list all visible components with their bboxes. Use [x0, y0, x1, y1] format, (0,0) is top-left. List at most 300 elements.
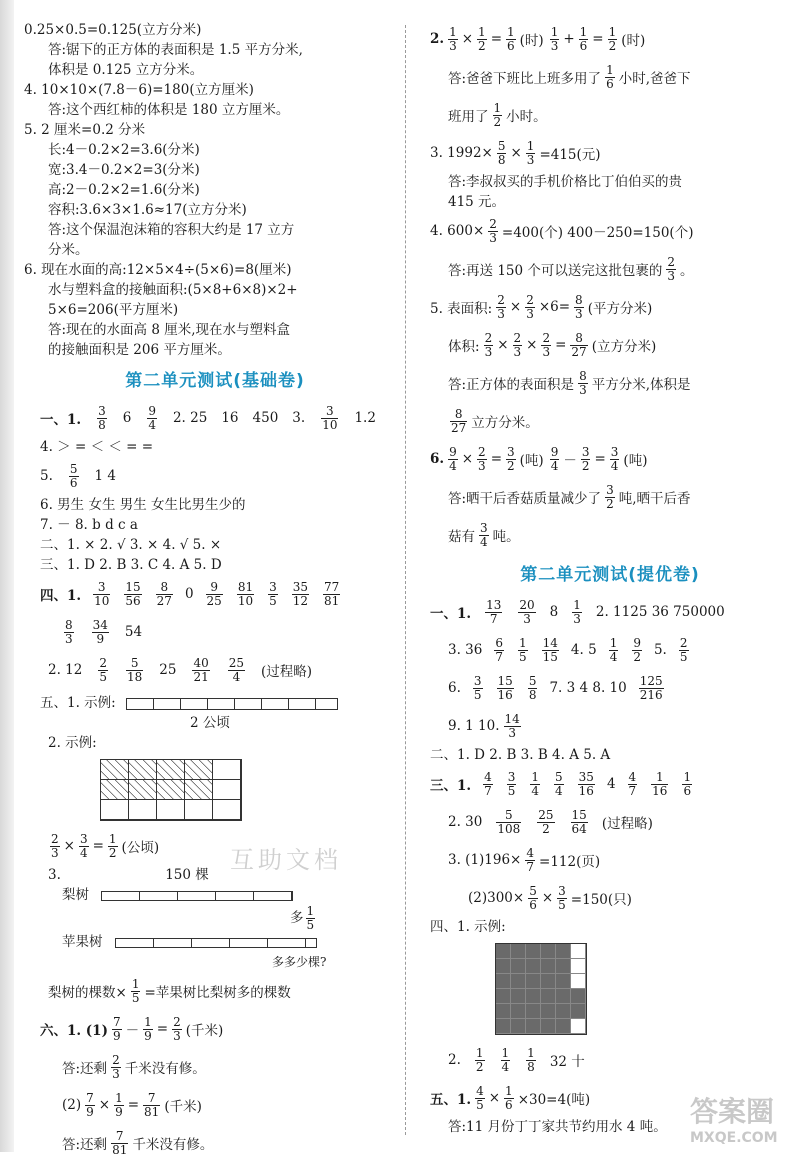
fraction [93, 581, 110, 608]
answer-line-wu [40, 693, 390, 713]
text: － [563, 453, 577, 469]
grid-cell [556, 959, 571, 974]
numerator: 5 [126, 657, 143, 671]
fraction [475, 1047, 485, 1074]
numerator: 9 [206, 581, 223, 595]
answer-line: 6. 现在水面的高:12×5×4÷(5×6)=8(厘米) [24, 262, 292, 278]
fraction [92, 619, 109, 646]
fraction [504, 713, 521, 740]
denominator: 216 [639, 687, 663, 702]
section-title-basic: 第二单元测试(基础卷) [125, 371, 305, 391]
grid-cell [496, 944, 511, 959]
denominator: 15 [542, 649, 558, 664]
denominator: 5 [269, 593, 277, 608]
denominator: 2 [608, 38, 617, 53]
text: =苹果树比梨树多的棵数 [144, 985, 291, 1001]
numerator: 8 [65, 617, 73, 632]
fraction [450, 408, 467, 435]
numerator: 1 [609, 635, 618, 650]
denominator: 3 [51, 845, 59, 860]
denominator: 8 [528, 687, 537, 702]
text: ×30=4(吨) [517, 1092, 591, 1108]
answer-row-y3 [430, 631, 790, 669]
grid-cell [526, 959, 541, 974]
numerator: 6 [495, 635, 503, 650]
fraction [550, 26, 560, 53]
fraction [526, 140, 536, 167]
denominator: 3 [667, 268, 676, 283]
grid-cell [556, 989, 571, 1004]
numerator: 2 [667, 254, 676, 269]
numerator: 2 [51, 831, 59, 846]
grid-cell [571, 959, 586, 974]
grid-cell [496, 1019, 511, 1034]
answer-line-san: 三、1. D 2. B 3. C 4. A 5. D [40, 557, 222, 573]
answer-row-y6 [430, 669, 790, 707]
grid-cell [213, 780, 241, 800]
grid-cell [541, 1004, 556, 1019]
answer-row-si2 [40, 651, 390, 689]
answer-line: 高:2－0.2×2=1.6(分米) [48, 182, 200, 198]
text: 。 [680, 263, 694, 279]
value: 8 [549, 604, 559, 620]
fraction [306, 905, 316, 932]
grid-cell [101, 780, 129, 800]
text: × [461, 451, 474, 467]
answer-line-er: 二、1. × 2. √ 3. × 4. √ 5. × [40, 537, 222, 553]
fraction [557, 885, 567, 912]
numerator: 1 [493, 100, 502, 115]
value: 7. 3 4 8. 10 [549, 680, 627, 696]
answer-line-q6: 6. 男生 女生 男生 女生比男生少的 [40, 497, 246, 513]
fraction [124, 581, 141, 608]
denominator: 2 [633, 649, 641, 664]
fraction [292, 581, 309, 608]
fraction [479, 522, 489, 549]
denominator: 4 [501, 1059, 510, 1074]
denominator: 12 [292, 593, 309, 608]
fraction [483, 771, 493, 798]
denominator: 6 [505, 1097, 513, 1112]
fraction [682, 771, 692, 798]
fraction [237, 581, 254, 608]
watermark-logo: 答案圈 [690, 1095, 775, 1128]
answer-row-r-san [430, 765, 790, 803]
answer-line: 答:现在的水面高 8 厘米,现在水与塑料盒 [48, 322, 291, 338]
fraction [69, 463, 79, 490]
answer-row-q5 [40, 457, 390, 495]
text: (平方分米) [587, 301, 653, 317]
numerator: 3 [473, 673, 482, 688]
text: 答:还剩 [62, 1061, 108, 1077]
text: ×6= [538, 299, 571, 315]
text: 体积: [448, 339, 480, 355]
text: = [555, 337, 567, 353]
fraction [172, 1016, 182, 1043]
numerator: 9 [449, 444, 457, 459]
text: =112(页) [539, 854, 601, 870]
answer-line: 4. 10×10×(7.8－6)=180(立方厘米) [24, 82, 254, 98]
grid-cell [157, 780, 185, 800]
answer-row-liu1 [40, 1010, 390, 1048]
fraction [579, 26, 589, 53]
text: = [490, 451, 502, 467]
text: (千米) [164, 1099, 202, 1115]
text: 立方分米。 [471, 415, 539, 431]
answer-line: 0.25×0.5=0.125(立方分米) [24, 22, 202, 38]
denominator: 3 [526, 306, 534, 321]
text: 平方分米,体积是 [591, 377, 691, 393]
answer-line-q4: 4. ＞ = ＜ ＜ = = [40, 439, 154, 455]
count-label: 150 棵 [165, 867, 209, 883]
label: 4. 600× [430, 223, 485, 239]
denominator: 16 [578, 783, 594, 798]
grid-cell [571, 974, 586, 989]
denominator: 3 [526, 152, 535, 167]
text: － [125, 1023, 140, 1039]
label: 3. 1992× [430, 145, 493, 161]
denominator: 5 [519, 649, 527, 664]
answer-line-r3-ans: 答:李叔叔买的手机价格比丁伯伯买的贵 [448, 174, 683, 190]
numerator: 5 [497, 138, 506, 153]
fraction [608, 26, 618, 53]
numerator: 1 [550, 24, 559, 39]
numerator: 1 [606, 62, 614, 77]
label: 多 [290, 910, 304, 926]
numerator: 1 [475, 1045, 484, 1060]
fraction [473, 675, 483, 702]
text: =415(元) [539, 147, 601, 163]
label: 3. [48, 867, 61, 883]
grid-cell [571, 989, 586, 1004]
column-divider [405, 25, 406, 1135]
fraction [571, 809, 588, 836]
answer-row-si [40, 575, 390, 613]
denominator: 4 [555, 783, 563, 798]
grid-cell [157, 800, 185, 820]
grid-cell [129, 760, 157, 780]
fraction [518, 599, 535, 626]
answer-row-r3 [430, 134, 790, 172]
more-label-line [40, 905, 390, 932]
grid-cell [185, 800, 213, 820]
answer-line-r-si: 四、1. 示例: [430, 919, 506, 935]
text: × [63, 838, 75, 854]
pear-bar [101, 891, 293, 901]
value: 1 4 [94, 468, 117, 484]
numerator: 81 [237, 579, 254, 594]
fraction [639, 675, 664, 702]
value: 1.2 [354, 410, 376, 426]
denominator: 3 [478, 458, 486, 473]
text: = [594, 451, 606, 467]
text: 答:正方体的表面积是 [448, 377, 575, 393]
numerator: 7 [143, 1092, 160, 1106]
apple-tree-line [40, 932, 390, 952]
answer-line: 体积是 0.125 立方分米。 [48, 62, 204, 78]
value: 6 [122, 410, 132, 426]
answer-row-r6 [430, 440, 790, 478]
denominator: 9 [112, 1028, 121, 1043]
label: 3. 36 [448, 642, 483, 658]
fraction [651, 771, 668, 798]
denominator: 27 [156, 593, 172, 608]
denominator: 3 [449, 38, 457, 53]
label: 2. [448, 1052, 461, 1068]
fraction [496, 294, 506, 321]
fraction [477, 26, 487, 53]
fraction [79, 833, 89, 860]
hatched-grid [100, 759, 242, 821]
fraction [126, 657, 143, 684]
answer-row-r2 [430, 20, 790, 58]
numerator: 1 [526, 138, 535, 153]
label: 2. 12 [48, 662, 83, 678]
grid-cell [511, 1004, 526, 1019]
fraction [513, 332, 523, 359]
watermark-url: MXQE.COM [690, 1130, 778, 1146]
fraction [679, 637, 689, 664]
answer-line: 5. 2 厘米=0.2 分米 [24, 122, 146, 138]
answer-row-liu2-ans [40, 1124, 390, 1162]
text: 小时,爸爸下 [618, 71, 691, 87]
denominator: 5 [558, 897, 566, 912]
fraction [448, 446, 458, 473]
fraction [497, 140, 507, 167]
fraction [605, 64, 615, 91]
fraction [147, 405, 157, 432]
fraction [506, 26, 516, 53]
denominator: 7 [489, 611, 498, 626]
fraction [206, 581, 223, 608]
denominator: 3 [573, 611, 581, 626]
denominator: 81 [144, 1104, 160, 1119]
numerator: 4 [484, 769, 492, 784]
label: 五、1. 示例: [40, 695, 116, 711]
numerator: 1 [573, 597, 581, 612]
numerator: 25 [228, 655, 245, 670]
grid-cell [541, 974, 556, 989]
grid-cell [496, 989, 511, 1004]
denominator: 7 [628, 783, 637, 798]
answer-line: 宽:3.4－0.2×2=3(分米) [48, 162, 200, 178]
text: = [592, 31, 604, 47]
denominator: 27 [451, 420, 467, 435]
denominator: 3 [550, 38, 559, 53]
denominator: 5 [507, 783, 516, 798]
numerator: 4 [628, 769, 637, 784]
grid-cell [511, 974, 526, 989]
denominator: 5 [476, 1097, 484, 1112]
denominator: 2 [493, 114, 502, 129]
right-column [430, 20, 790, 1137]
how-many-label: 多多少棵? [272, 955, 327, 969]
grid-cell [511, 1019, 526, 1034]
answer-row-r5-ans [430, 364, 790, 402]
numerator: 3 [79, 831, 88, 846]
numerator: 2 [497, 292, 505, 307]
denominator: 8 [98, 417, 106, 432]
label: 6. [430, 451, 445, 467]
numerator: 1 [131, 976, 140, 991]
numerator: 1 [108, 831, 117, 846]
grid-cell [213, 800, 241, 820]
denominator: 3 [575, 306, 583, 321]
denominator: 3 [513, 344, 522, 359]
answer-line: 分米。 [48, 242, 89, 258]
text: (公顷) [121, 840, 160, 856]
numerator: 8 [570, 332, 587, 346]
fraction [112, 1016, 122, 1043]
fraction [64, 619, 74, 646]
numerator: 8 [450, 408, 467, 422]
numerator: 3 [581, 444, 590, 459]
denominator: 5 [131, 990, 140, 1005]
fraction [156, 581, 173, 608]
denominator: 2 [542, 821, 550, 836]
label: 2. [430, 31, 445, 47]
denominator: 2 [507, 458, 515, 473]
answer-row-r6-ans [430, 478, 790, 516]
numerator: 1 [527, 1045, 535, 1060]
denominator: 3 [579, 382, 587, 397]
numerator: 2 [526, 292, 534, 307]
denominator: 6 [507, 38, 515, 53]
answer-line: 容积:3.6×3×1.6≈17(立方分米) [48, 202, 247, 218]
text: 吨,晒干后香 [618, 491, 691, 507]
value: 16 [221, 410, 239, 426]
numerator: 2 [513, 330, 522, 345]
numerator: 15 [571, 807, 587, 822]
note: (过程略) [261, 664, 313, 680]
text: (2) [62, 1097, 82, 1113]
numerator: 9 [148, 403, 156, 418]
numerator: 1 [478, 24, 486, 39]
denominator: 81 [112, 1142, 128, 1157]
text: (时) [621, 33, 646, 49]
numerator: 7 [111, 1130, 128, 1144]
numerator: 77 [324, 579, 340, 594]
value: 2. 25 [172, 410, 208, 426]
numerator: 5 [69, 461, 78, 476]
numerator: 35 [578, 769, 594, 784]
fraction [50, 833, 60, 860]
answer-row-liu1-ans [40, 1048, 390, 1086]
text: 答:还剩 [62, 1137, 108, 1153]
text: = [490, 31, 502, 47]
denominator: 6 [529, 897, 537, 912]
denominator: 3 [112, 1066, 120, 1081]
denominator: 6 [606, 76, 614, 91]
numerator: 14 [504, 711, 520, 726]
fraction [572, 599, 582, 626]
numerator: 8 [575, 292, 583, 307]
denominator: 9 [144, 1028, 152, 1043]
grid-cell [556, 1004, 571, 1019]
answer-row-r4 [430, 212, 790, 250]
grid-cell [556, 944, 571, 959]
text: 吨。 [492, 529, 520, 545]
grid-cell [101, 760, 129, 780]
grid-cell [511, 959, 526, 974]
numerator: 2 [99, 655, 107, 670]
fraction [581, 446, 591, 473]
fraction [574, 294, 584, 321]
denominator: 18 [127, 669, 143, 684]
fraction [85, 1092, 95, 1119]
grid-cell [101, 800, 129, 820]
numerator: 1 [608, 24, 617, 39]
denominator: 3 [497, 306, 505, 321]
fraction [528, 675, 538, 702]
numerator: 3 [606, 482, 614, 497]
text: 9. 1 10. [448, 718, 500, 734]
value: 2. 1125 36 750000 [595, 604, 725, 620]
fraction [192, 657, 209, 684]
text: × [98, 1097, 111, 1113]
text: × [510, 145, 522, 161]
numerator: 1 [651, 771, 668, 785]
numerator: 3 [480, 520, 488, 535]
answer-line-r-er: 二、1. D 2. B 3. B 4. A 5. A [430, 747, 611, 763]
denominator: 3 [484, 344, 493, 359]
numerator: 125 [639, 673, 663, 688]
fraction [143, 1016, 153, 1043]
text: = [156, 1021, 169, 1037]
text: 班用了 [448, 109, 489, 125]
text: (时) [519, 33, 544, 49]
numerator: 1 [144, 1014, 152, 1029]
denominator: 2 [108, 845, 117, 860]
numerator: 5 [528, 673, 537, 688]
denominator: 6 [69, 475, 78, 490]
numerator: 7 [112, 1014, 121, 1029]
numerator: 1 [306, 904, 315, 918]
grid-cell [157, 760, 185, 780]
numerator: 3 [321, 405, 338, 419]
denominator: 7 [495, 649, 503, 664]
numerator: 35 [292, 579, 309, 594]
denominator: 2 [478, 38, 486, 53]
fraction [493, 102, 503, 129]
numerator: 3 [610, 444, 619, 459]
denominator: 81 [324, 593, 340, 608]
denominator: 16 [652, 783, 668, 798]
numerator: 15 [125, 579, 141, 594]
text: × [541, 890, 554, 906]
numerator: 13 [486, 597, 502, 612]
denominator: 3 [489, 230, 497, 245]
text: = [127, 1097, 140, 1113]
denominator: 3 [173, 1028, 181, 1043]
answer-line: 答:这个保温泡沫箱的容积大约是 17 立方 [48, 222, 295, 238]
text: × [488, 1090, 501, 1106]
denominator: 10 [322, 417, 338, 432]
fraction [609, 637, 619, 664]
denominator: 9 [96, 631, 105, 646]
fraction [501, 1047, 511, 1074]
fraction [131, 978, 141, 1005]
fraction [537, 809, 554, 836]
text: 答:晒干后香菇质量减少了 [448, 491, 602, 507]
numerator: 3 [93, 581, 110, 595]
numerator: 3 [269, 579, 277, 594]
numerator: 8 [156, 581, 173, 595]
denominator: 21 [193, 669, 209, 684]
numerator: 1 [115, 1090, 123, 1105]
answer-row-r-san3 [430, 841, 790, 879]
left-column [24, 20, 390, 1162]
